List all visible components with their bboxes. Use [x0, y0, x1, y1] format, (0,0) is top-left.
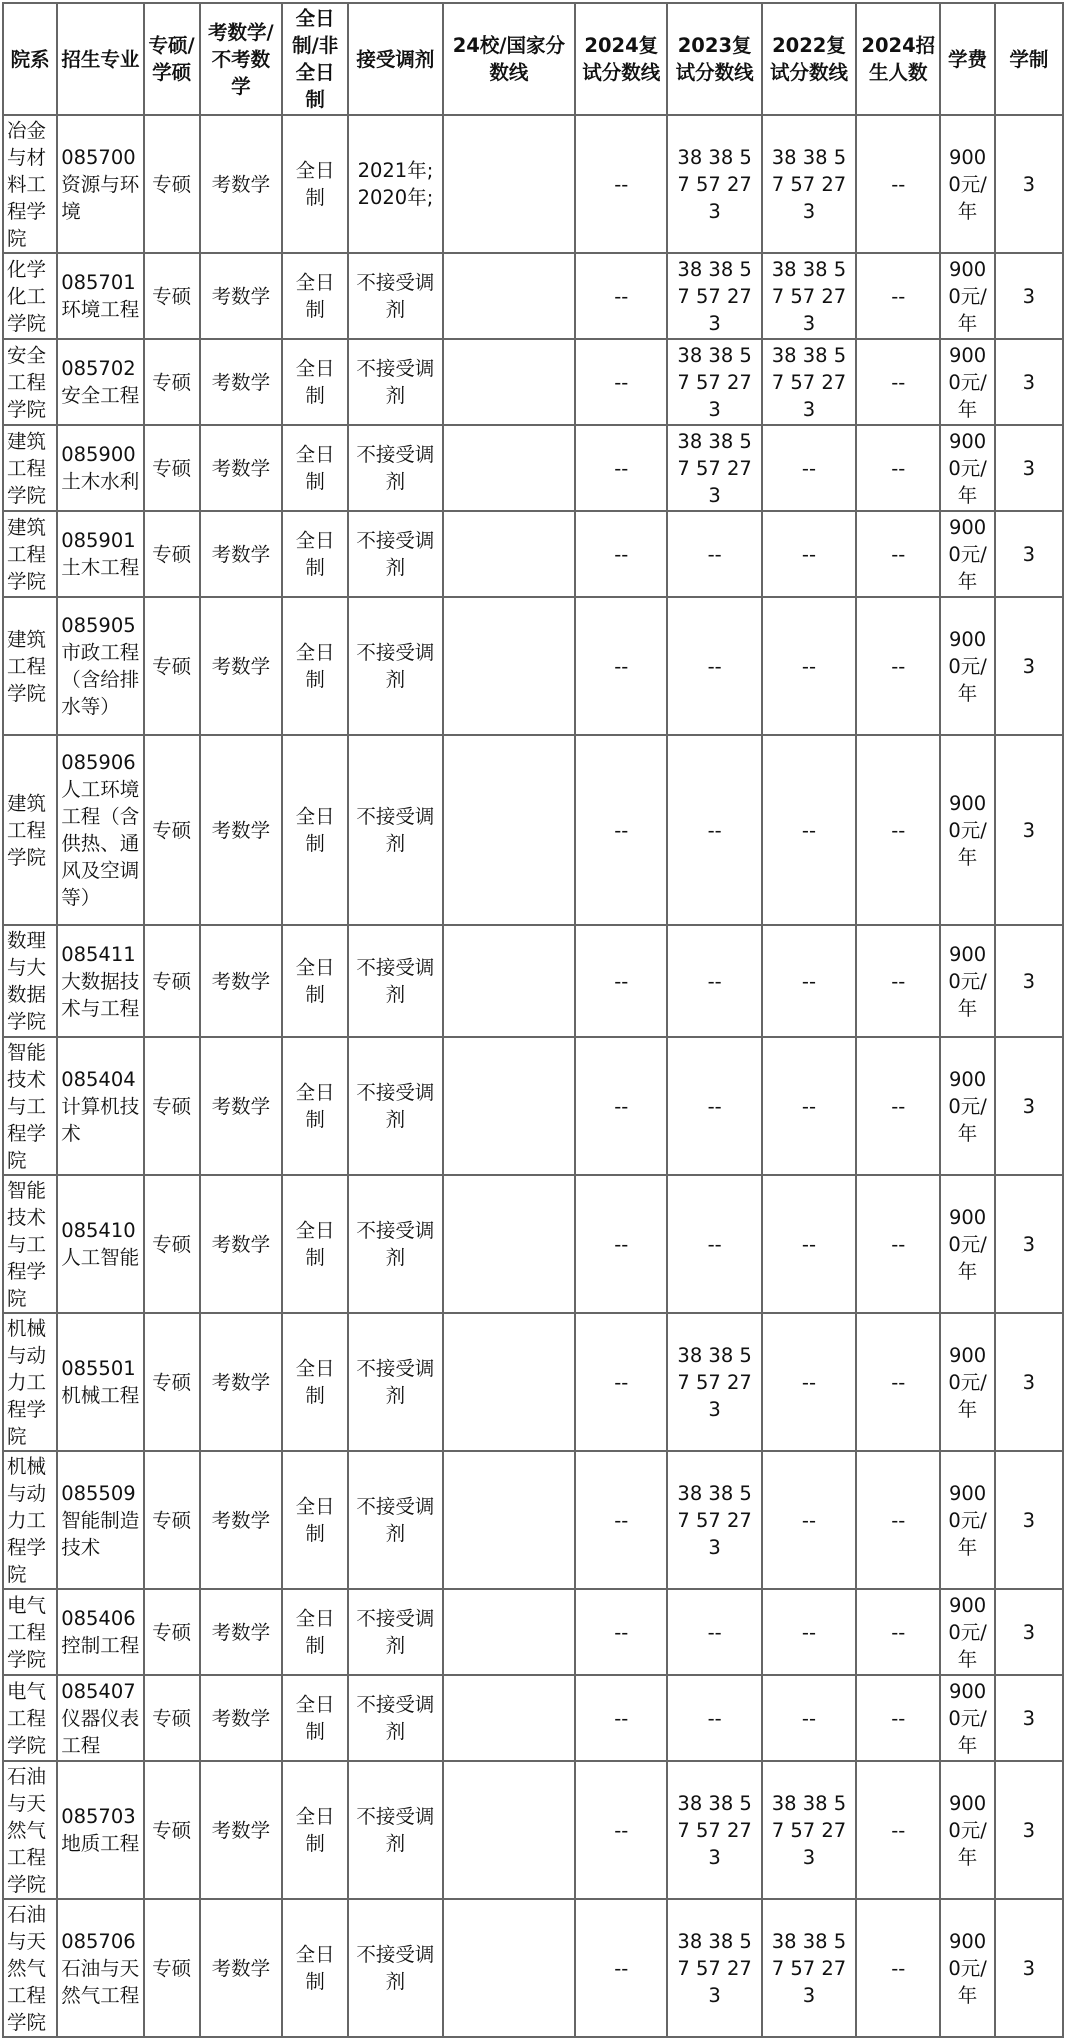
national-line-cell [443, 1037, 576, 1175]
quota-2024-cell: -- [856, 925, 940, 1037]
line-2024-cell: -- [575, 1451, 667, 1589]
table-body [3, 115, 1063, 2037]
study-mode-cell: 全日制 [282, 735, 348, 925]
study-mode-header: 全日制/非全日制 [282, 3, 348, 115]
line-2022-cell: -- [762, 1675, 856, 1761]
math-cell: 考数学 [200, 339, 282, 425]
college-cell: 数理与大数据学院 [3, 925, 57, 1037]
quota-2024-cell: -- [856, 1313, 940, 1451]
line-2022-cell: -- [762, 1451, 856, 1589]
duration-header: 学制 [995, 3, 1063, 115]
math-header: 考数学/不考数学 [200, 3, 282, 115]
duration-cell: 3 [995, 1899, 1063, 2037]
line-2022-cell: -- [762, 1175, 856, 1313]
national-line-cell [443, 1761, 576, 1899]
degree-type-cell: 专硕 [144, 925, 200, 1037]
adjustment-cell: 不接受调剂 [348, 925, 442, 1037]
math-cell: 考数学 [200, 253, 282, 339]
line-2024-cell: -- [575, 1761, 667, 1899]
national-line-cell [443, 253, 576, 339]
math-cell: 考数学 [200, 1899, 282, 2037]
adjustment-cell: 不接受调剂 [348, 1313, 442, 1451]
college-cell: 机械与动力工程学院 [3, 1313, 57, 1451]
adjustment-cell: 不接受调剂 [348, 735, 442, 925]
degree-type-cell: 专硕 [144, 1675, 200, 1761]
adjustment-cell: 不接受调剂 [348, 1899, 442, 2037]
math-cell: 考数学 [200, 1675, 282, 1761]
tuition-cell: 9000元/年 [940, 735, 994, 925]
national-line-cell [443, 115, 576, 253]
line-2023-cell: -- [667, 1675, 761, 1761]
table-row [3, 925, 1063, 1037]
quota-2024-cell: -- [856, 1761, 940, 1899]
line-2022-cell: -- [762, 597, 856, 735]
table-row [3, 597, 1063, 735]
tuition-cell: 9000元/年 [940, 1761, 994, 1899]
major-cell: 085905市政工程（含给排水等） [57, 597, 143, 735]
college-cell: 石油与天然气工程学院 [3, 1761, 57, 1899]
line-2022-header: 2022复试分数线 [762, 3, 856, 115]
line-2024-header: 2024复试分数线 [575, 3, 667, 115]
tuition-cell: 9000元/年 [940, 597, 994, 735]
line-2023-header: 2023复试分数线 [667, 3, 761, 115]
study-mode-cell: 全日制 [282, 1675, 348, 1761]
tuition-cell: 9000元/年 [940, 339, 994, 425]
duration-cell: 3 [995, 253, 1063, 339]
math-cell: 考数学 [200, 925, 282, 1037]
duration-cell: 3 [995, 1761, 1063, 1899]
college-cell: 冶金与材料工程学院 [3, 115, 57, 253]
college-cell: 智能技术与工程学院 [3, 1175, 57, 1313]
quota-2024-cell: -- [856, 1175, 940, 1313]
national-line-cell [443, 735, 576, 925]
line-2023-cell: -- [667, 1175, 761, 1313]
line-2024-cell: -- [575, 735, 667, 925]
line-2022-cell: -- [762, 1589, 856, 1675]
adjustment-cell: 不接受调剂 [348, 425, 442, 511]
line-2022-cell: -- [762, 511, 856, 597]
line-2024-cell: -- [575, 1175, 667, 1313]
tuition-cell: 9000元/年 [940, 1589, 994, 1675]
major-cell: 085404计算机技术 [57, 1037, 143, 1175]
line-2023-cell: -- [667, 597, 761, 735]
college-header: 院系 [3, 3, 57, 115]
study-mode-cell: 全日制 [282, 1589, 348, 1675]
math-cell: 考数学 [200, 511, 282, 597]
study-mode-cell: 全日制 [282, 597, 348, 735]
college-cell: 电气工程学院 [3, 1589, 57, 1675]
adjustment-cell: 不接受调剂 [348, 511, 442, 597]
adjustment-cell: 不接受调剂 [348, 1175, 442, 1313]
line-2024-cell: -- [575, 1037, 667, 1175]
math-cell: 考数学 [200, 735, 282, 925]
line-2024-cell: -- [575, 339, 667, 425]
admissions-table [2, 2, 1064, 2038]
adjustment-cell: 不接受调剂 [348, 1761, 442, 1899]
table-row [3, 1899, 1063, 2037]
tuition-header: 学费 [940, 3, 994, 115]
tuition-cell: 9000元/年 [940, 1675, 994, 1761]
duration-cell: 3 [995, 511, 1063, 597]
study-mode-cell: 全日制 [282, 511, 348, 597]
duration-cell: 3 [995, 425, 1063, 511]
line-2022-cell: 38 38 57 57 273 [762, 339, 856, 425]
line-2024-cell: -- [575, 925, 667, 1037]
major-cell: 085410人工智能 [57, 1175, 143, 1313]
line-2023-cell: 38 38 57 57 273 [667, 339, 761, 425]
college-cell: 化学化工学院 [3, 253, 57, 339]
duration-cell: 3 [995, 597, 1063, 735]
quota-2024-cell: -- [856, 1037, 940, 1175]
degree-type-cell: 专硕 [144, 1899, 200, 2037]
major-cell: 085706石油与天然气工程 [57, 1899, 143, 2037]
duration-cell: 3 [995, 1175, 1063, 1313]
degree-type-cell: 专硕 [144, 425, 200, 511]
quota-2024-cell: -- [856, 115, 940, 253]
study-mode-cell: 全日制 [282, 339, 348, 425]
degree-type-cell: 专硕 [144, 1589, 200, 1675]
tuition-cell: 9000元/年 [940, 511, 994, 597]
major-cell: 085411大数据技术与工程 [57, 925, 143, 1037]
math-cell: 考数学 [200, 1037, 282, 1175]
national-line-cell [443, 1899, 576, 2037]
adjustment-cell: 不接受调剂 [348, 1675, 442, 1761]
major-header: 招生专业 [57, 3, 143, 115]
adjustment-cell: 不接受调剂 [348, 253, 442, 339]
line-2024-cell: -- [575, 511, 667, 597]
math-cell: 考数学 [200, 425, 282, 511]
math-cell: 考数学 [200, 597, 282, 735]
quota-2024-cell: -- [856, 511, 940, 597]
line-2023-cell: -- [667, 925, 761, 1037]
degree-type-cell: 专硕 [144, 339, 200, 425]
table-row [3, 339, 1063, 425]
national-line-cell [443, 1451, 576, 1589]
line-2023-cell: 38 38 57 57 273 [667, 253, 761, 339]
line-2022-cell: 38 38 57 57 273 [762, 1899, 856, 2037]
math-cell: 考数学 [200, 1589, 282, 1675]
study-mode-cell: 全日制 [282, 1037, 348, 1175]
table-row [3, 1175, 1063, 1313]
line-2024-cell: -- [575, 115, 667, 253]
college-cell: 建筑工程学院 [3, 597, 57, 735]
college-cell: 建筑工程学院 [3, 735, 57, 925]
table-row [3, 735, 1063, 925]
college-cell: 石油与天然气工程学院 [3, 1899, 57, 2037]
degree-type-header: 专硕/学硕 [144, 3, 200, 115]
line-2022-cell: -- [762, 425, 856, 511]
tuition-cell: 9000元/年 [940, 115, 994, 253]
duration-cell: 3 [995, 1451, 1063, 1589]
line-2024-cell: -- [575, 1313, 667, 1451]
study-mode-cell: 全日制 [282, 1761, 348, 1899]
line-2024-cell: -- [575, 597, 667, 735]
line-2023-cell: -- [667, 511, 761, 597]
tuition-cell: 9000元/年 [940, 1313, 994, 1451]
tuition-cell: 9000元/年 [940, 1175, 994, 1313]
table-row [3, 1451, 1063, 1589]
duration-cell: 3 [995, 115, 1063, 253]
line-2023-cell: 38 38 57 57 273 [667, 1313, 761, 1451]
line-2022-cell: 38 38 57 57 273 [762, 1761, 856, 1899]
quota-2024-cell: -- [856, 1899, 940, 2037]
tuition-cell: 9000元/年 [940, 425, 994, 511]
study-mode-cell: 全日制 [282, 1313, 348, 1451]
duration-cell: 3 [995, 735, 1063, 925]
quota-2024-cell: -- [856, 597, 940, 735]
major-cell: 085501机械工程 [57, 1313, 143, 1451]
math-cell: 考数学 [200, 1761, 282, 1899]
study-mode-cell: 全日制 [282, 1451, 348, 1589]
national-line-cell [443, 1589, 576, 1675]
math-cell: 考数学 [200, 1451, 282, 1589]
line-2024-cell: -- [575, 1675, 667, 1761]
quota-2024-cell: -- [856, 253, 940, 339]
line-2023-cell: -- [667, 1589, 761, 1675]
degree-type-cell: 专硕 [144, 735, 200, 925]
quota-2024-header: 2024招生人数 [856, 3, 940, 115]
major-cell: 085906人工环境工程（含供热、通风及空调等） [57, 735, 143, 925]
adjustment-cell: 不接受调剂 [348, 1451, 442, 1589]
tuition-cell: 9000元/年 [940, 253, 994, 339]
tuition-cell: 9000元/年 [940, 1899, 994, 2037]
duration-cell: 3 [995, 1589, 1063, 1675]
table-row [3, 115, 1063, 253]
national-line-cell [443, 597, 576, 735]
national-line-cell [443, 1313, 576, 1451]
table-row [3, 425, 1063, 511]
quota-2024-cell: -- [856, 1589, 940, 1675]
college-cell: 建筑工程学院 [3, 425, 57, 511]
degree-type-cell: 专硕 [144, 1313, 200, 1451]
line-2023-cell: -- [667, 1037, 761, 1175]
major-cell: 085703地质工程 [57, 1761, 143, 1899]
line-2022-cell: -- [762, 1037, 856, 1175]
major-cell: 085406控制工程 [57, 1589, 143, 1675]
study-mode-cell: 全日制 [282, 425, 348, 511]
tuition-cell: 9000元/年 [940, 1451, 994, 1589]
table-row [3, 1037, 1063, 1175]
major-cell: 085701环境工程 [57, 253, 143, 339]
line-2023-cell: -- [667, 735, 761, 925]
adjustment-header: 接受调剂 [348, 3, 442, 115]
line-2024-cell: -- [575, 253, 667, 339]
study-mode-cell: 全日制 [282, 925, 348, 1037]
degree-type-cell: 专硕 [144, 1451, 200, 1589]
tuition-cell: 9000元/年 [940, 925, 994, 1037]
college-cell: 电气工程学院 [3, 1675, 57, 1761]
quota-2024-cell: -- [856, 1675, 940, 1761]
quota-2024-cell: -- [856, 425, 940, 511]
degree-type-cell: 专硕 [144, 253, 200, 339]
study-mode-cell: 全日制 [282, 1175, 348, 1313]
study-mode-cell: 全日制 [282, 115, 348, 253]
adjustment-cell: 2021年; 2020年; [348, 115, 442, 253]
national-line-cell [443, 425, 576, 511]
table-row [3, 253, 1063, 339]
national-line-cell [443, 925, 576, 1037]
math-cell: 考数学 [200, 1175, 282, 1313]
adjustment-cell: 不接受调剂 [348, 1037, 442, 1175]
adjustment-cell: 不接受调剂 [348, 339, 442, 425]
national-line-cell [443, 511, 576, 597]
line-2024-cell: -- [575, 1589, 667, 1675]
degree-type-cell: 专硕 [144, 115, 200, 253]
college-cell: 建筑工程学院 [3, 511, 57, 597]
line-2023-cell: 38 38 57 57 273 [667, 1451, 761, 1589]
major-cell: 085700资源与环境 [57, 115, 143, 253]
college-cell: 机械与动力工程学院 [3, 1451, 57, 1589]
table-row [3, 1675, 1063, 1761]
line-2022-cell: 38 38 57 57 273 [762, 253, 856, 339]
duration-cell: 3 [995, 1675, 1063, 1761]
quota-2024-cell: -- [856, 1451, 940, 1589]
line-2023-cell: 38 38 57 57 273 [667, 425, 761, 511]
college-cell: 智能技术与工程学院 [3, 1037, 57, 1175]
degree-type-cell: 专硕 [144, 597, 200, 735]
line-2022-cell: -- [762, 1313, 856, 1451]
line-2023-cell: 38 38 57 57 273 [667, 1761, 761, 1899]
adjustment-cell: 不接受调剂 [348, 1589, 442, 1675]
major-cell: 085509智能制造技术 [57, 1451, 143, 1589]
line-2024-cell: -- [575, 1899, 667, 2037]
degree-type-cell: 专硕 [144, 1175, 200, 1313]
major-cell: 085702安全工程 [57, 339, 143, 425]
quota-2024-cell: -- [856, 735, 940, 925]
major-cell: 085900土木水利 [57, 425, 143, 511]
study-mode-cell: 全日制 [282, 1899, 348, 2037]
duration-cell: 3 [995, 1037, 1063, 1175]
study-mode-cell: 全日制 [282, 253, 348, 339]
line-2022-cell: -- [762, 925, 856, 1037]
duration-cell: 3 [995, 1313, 1063, 1451]
table-row [3, 1761, 1063, 1899]
line-2022-cell: 38 38 57 57 273 [762, 115, 856, 253]
header-row [3, 3, 1063, 115]
quota-2024-cell: -- [856, 339, 940, 425]
duration-cell: 3 [995, 339, 1063, 425]
national-line-cell [443, 1675, 576, 1761]
major-cell: 085407仪器仪表工程 [57, 1675, 143, 1761]
college-cell: 安全工程学院 [3, 339, 57, 425]
national-line-header: 24校/国家分数线 [443, 3, 576, 115]
tuition-cell: 9000元/年 [940, 1037, 994, 1175]
line-2024-cell: -- [575, 425, 667, 511]
major-cell: 085901土木工程 [57, 511, 143, 597]
national-line-cell [443, 1175, 576, 1313]
national-line-cell [443, 339, 576, 425]
degree-type-cell: 专硕 [144, 1761, 200, 1899]
degree-type-cell: 专硕 [144, 511, 200, 597]
table-row [3, 1589, 1063, 1675]
duration-cell: 3 [995, 925, 1063, 1037]
adjustment-cell: 不接受调剂 [348, 597, 442, 735]
math-cell: 考数学 [200, 1313, 282, 1451]
table-row [3, 511, 1063, 597]
degree-type-cell: 专硕 [144, 1037, 200, 1175]
math-cell: 考数学 [200, 115, 282, 253]
line-2023-cell: 38 38 57 57 273 [667, 115, 761, 253]
line-2023-cell: 38 38 57 57 273 [667, 1899, 761, 2037]
table-row [3, 1313, 1063, 1451]
line-2022-cell: -- [762, 735, 856, 925]
